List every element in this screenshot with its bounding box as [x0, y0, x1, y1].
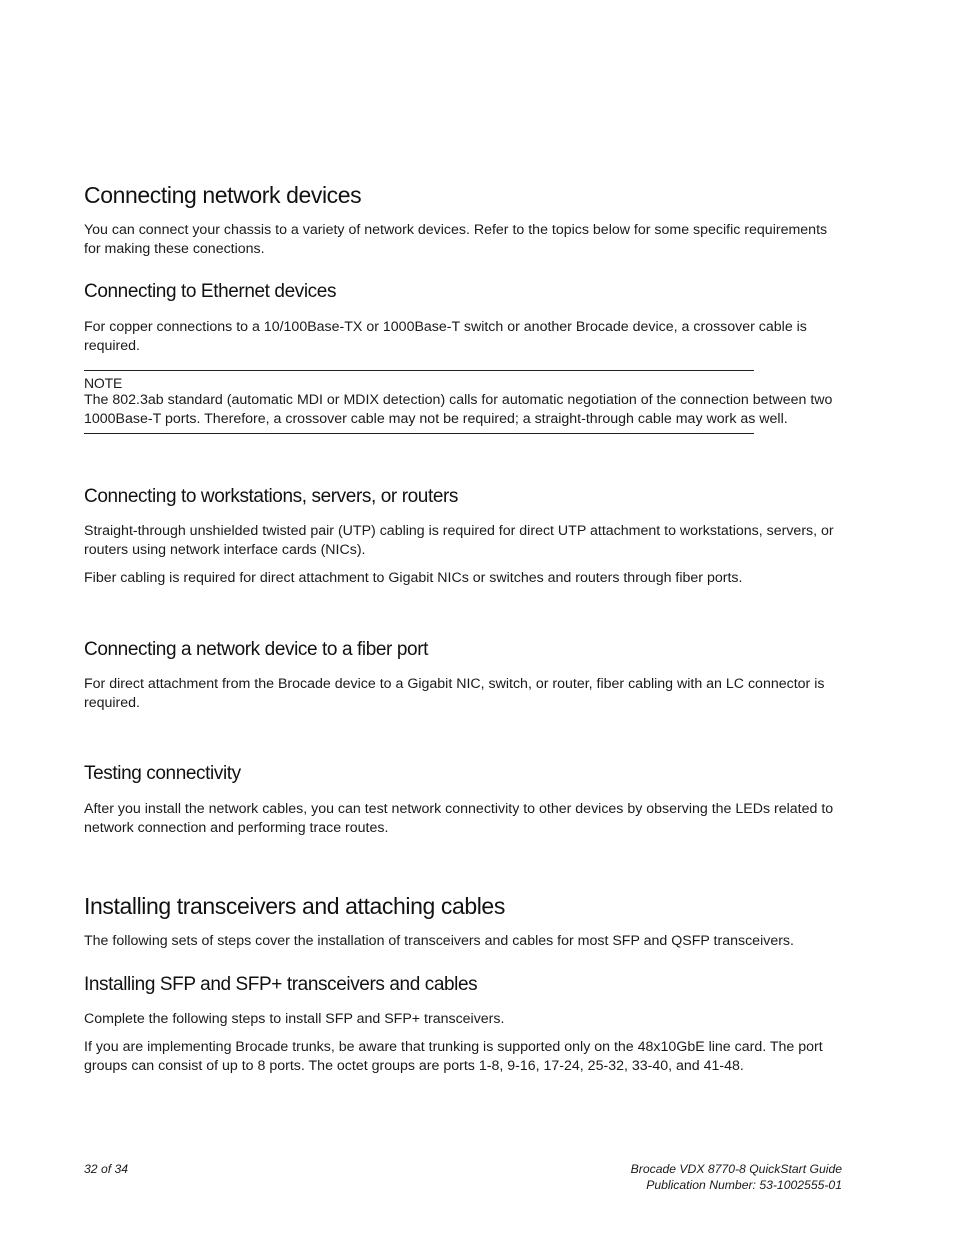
paragraph-testing: After you install the network cables, you can test network connectivity to other devices by observing the LEDs related to network connection and performing trace routes.: [84, 801, 834, 836]
note-text: The 802.3ab standard (automatic MDI or MDIX detection) calls for automatic negotiation of the connection between two 1000Base-T ports. Therefore, a crossover cable may not be required; a straight-through cable may work as well.: [84, 392, 833, 427]
heading-ethernet-devices: Connecting to Ethernet devices: [84, 281, 337, 302]
paragraph-workstations-2: Fiber cabling is required for direct attachment to Gigabit NICs or switches and routers through fiber ports.: [84, 570, 743, 586]
footer-guide-title: Brocade VDX 8770-8 QuickStart Guide: [630, 1162, 842, 1176]
paragraph-fiber: For direct attachment from the Brocade device to a Gigabit NIC, switch, or router, fiber cabling with an LC connector is required.: [84, 676, 825, 711]
heading-installing-transceivers: Installing transceivers and attaching cables: [84, 893, 505, 919]
footer-publication-number: Publication Number: 53-1002555-01: [646, 1178, 842, 1192]
note-bottom-rule: [84, 433, 754, 434]
heading-fiber-port: Connecting a network device to a fiber port: [84, 639, 429, 660]
note-top-rule: [84, 370, 754, 371]
note-label: NOTE: [84, 375, 123, 391]
heading-connecting-network-devices: Connecting network devices: [84, 182, 362, 208]
paragraph-sfp-1: Complete the following steps to install SFP and SFP+ transceivers.: [84, 1011, 505, 1027]
heading-testing-connectivity: Testing connectivity: [84, 763, 241, 784]
heading-sfp: Installing SFP and SFP+ transceivers and cables: [84, 974, 478, 995]
paragraph-connecting-intro: You can connect your chassis to a variety of network devices. Refer to the topics below for some specific requirements for making these conections.: [84, 222, 828, 257]
footer-page-number: 32 of 34: [84, 1162, 129, 1176]
note-block: [84, 375, 844, 429]
paragraph-ethernet: For copper connections to a 10/100Base-TX or 1000Base-T switch or another Brocade device, a crossover cable is required.: [84, 319, 807, 354]
heading-workstations: Connecting to workstations, servers, or routers: [84, 486, 459, 507]
paragraph-sfp-2: If you are implementing Brocade trunks, be aware that trunking is supported only on the 48x10GbE line card. The port groups can consist of up to 8 ports. The octet groups are ports 1-8, 9-16, 17-24, 25-32, 33-40, and 41-48.: [84, 1039, 823, 1074]
paragraph-workstations-1: Straight-through unshielded twisted pair (UTP) cabling is required for direct UTP attachment to workstations, servers, or routers using network interface cards (NICs).: [84, 523, 834, 558]
paragraph-installing-intro: The following sets of steps cover the installation of transceivers and cables for most SFP and QSFP transceivers.: [84, 933, 794, 949]
